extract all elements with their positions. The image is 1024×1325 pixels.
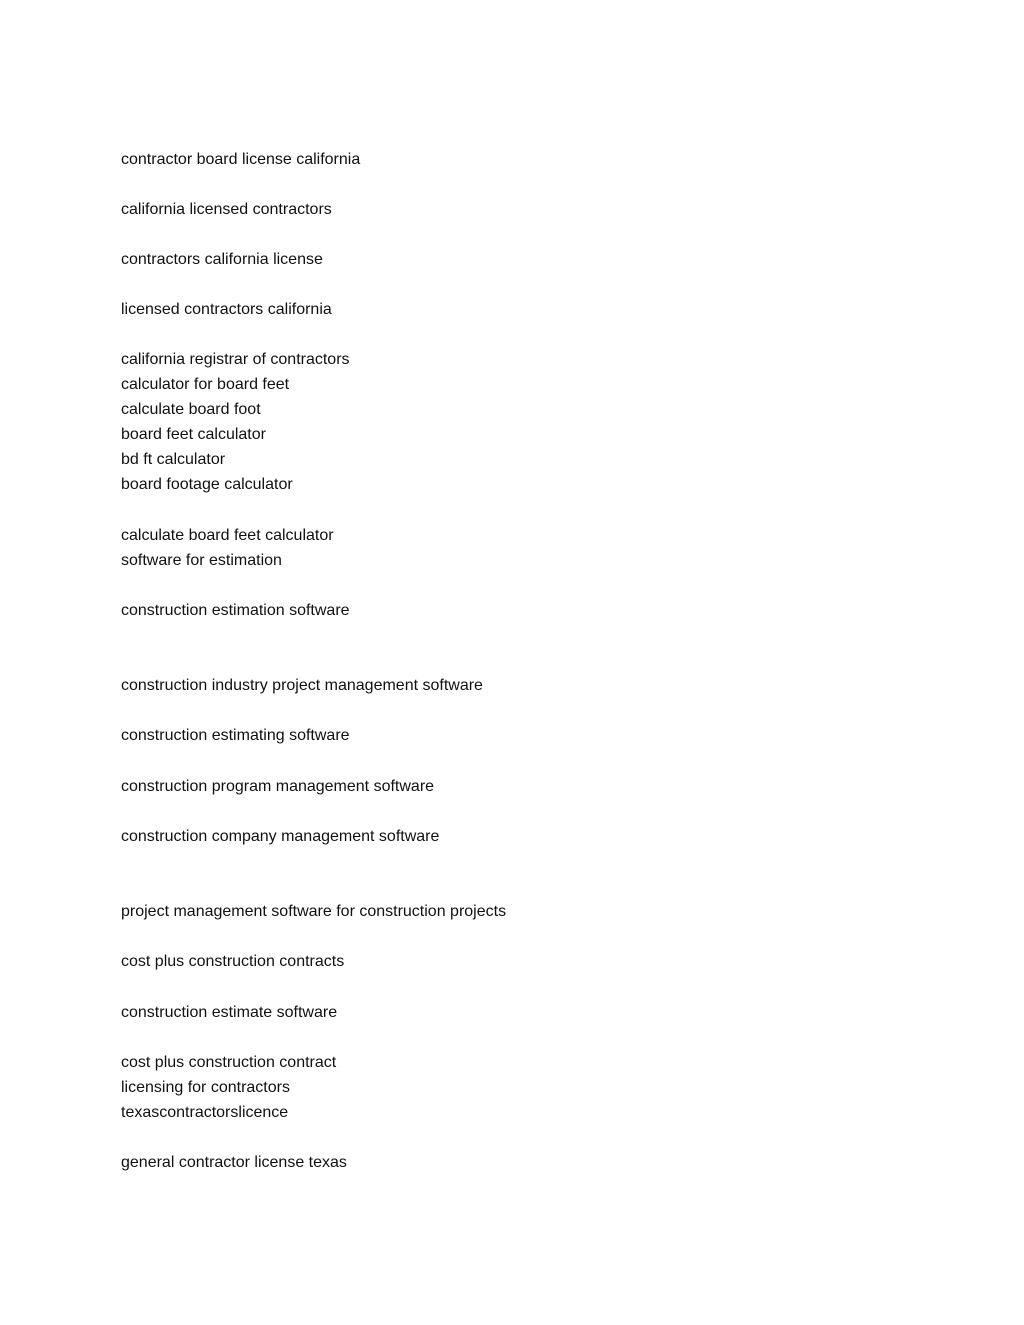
text-line: construction estimating software [121, 727, 350, 744]
text-line: calculator for board feet [121, 376, 290, 393]
text-line: cost plus construction contract [121, 1054, 337, 1071]
text-line: construction program management software [121, 778, 435, 795]
text-line: contractors california license [121, 251, 323, 268]
text-line: calculate board foot [121, 401, 261, 418]
text-line: construction estimation software [121, 602, 350, 619]
text-line: board feet calculator [121, 426, 266, 443]
text-line: licensing for contractors [121, 1079, 290, 1096]
text-line: general contractor license texas [121, 1154, 347, 1171]
text-line: licensed contractors california [121, 301, 332, 318]
text-line: california registrar of contractors [121, 351, 350, 368]
text-line: construction industry project management software [121, 677, 483, 694]
text-line: construction estimate software [121, 1004, 338, 1021]
text-line: texascontractorslicence [121, 1104, 289, 1121]
text-line: cost plus construction contracts [121, 953, 345, 970]
text-line: software for estimation [121, 552, 282, 569]
text-line: construction company management software [121, 828, 440, 845]
text-line: contractor board license california [121, 151, 361, 168]
text-line: calculate board feet calculator [121, 527, 334, 544]
text-line: california licensed contractors [121, 201, 332, 218]
text-line: board footage calculator [121, 476, 293, 493]
text-line: bd ft calculator [121, 451, 226, 468]
text-line: project management software for construction projects [121, 903, 507, 920]
